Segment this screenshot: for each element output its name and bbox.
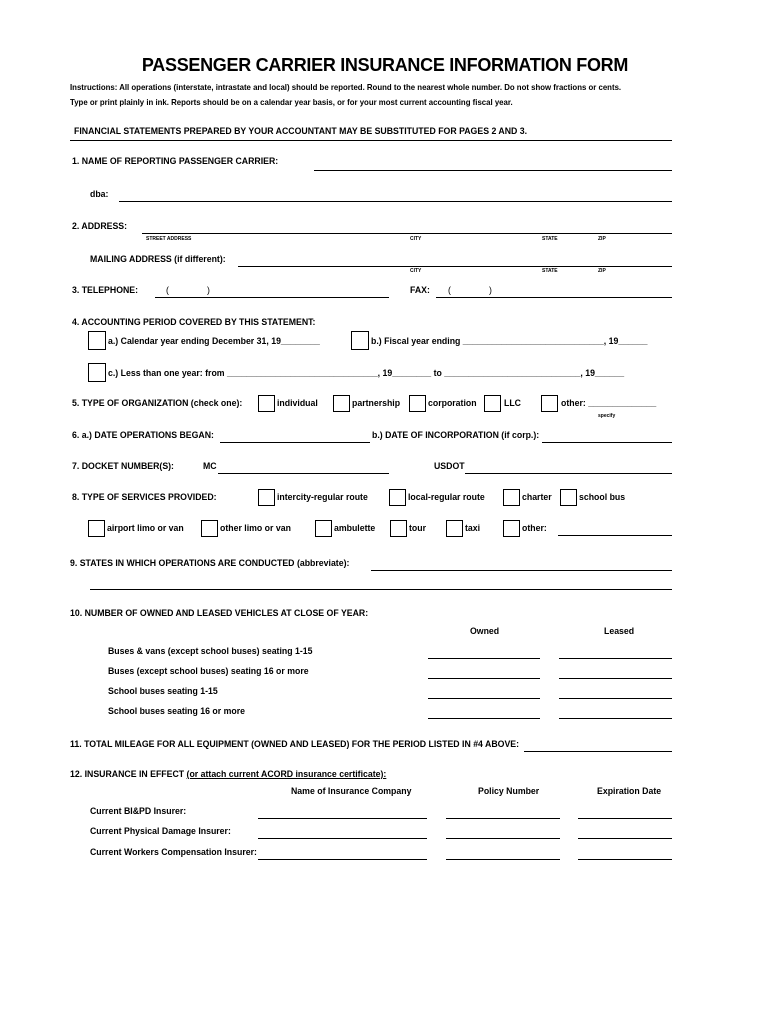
insurer-row-label: Current Workers Compensation Insurer: xyxy=(90,847,257,858)
partnership-option: partnership xyxy=(352,398,401,409)
owned-field[interactable] xyxy=(428,678,540,679)
state-caption: STATE xyxy=(542,236,558,242)
policy-number-field[interactable] xyxy=(446,859,560,860)
insurance-company-field[interactable] xyxy=(258,859,427,860)
other-organization-checkbox[interactable] xyxy=(541,395,558,412)
if-different-text: (if different): xyxy=(174,254,226,265)
specify-caption: specify xyxy=(598,413,616,419)
states-field[interactable] xyxy=(371,570,672,571)
fax-paren-close: ) xyxy=(489,285,492,296)
other-limo-checkbox[interactable] xyxy=(201,520,218,537)
q8-label: 8. TYPE OF SERVICES PROVIDED: xyxy=(72,492,217,503)
owned-field[interactable] xyxy=(428,658,540,659)
q12-label-text: 12. INSURANCE IN EFFECT xyxy=(70,769,185,780)
vehicle-row-label: School buses seating 16 or more xyxy=(108,706,245,717)
airport-limo-checkbox[interactable] xyxy=(88,520,105,537)
q9-abbreviate: (abbreviate): xyxy=(296,558,350,569)
usdot-field[interactable] xyxy=(465,473,672,474)
expiration-date-field[interactable] xyxy=(578,838,672,839)
zip-caption: ZIP xyxy=(598,236,606,242)
q3-label: 3. TELEPHONE: xyxy=(72,285,139,296)
q5-label: 5. TYPE OF ORGANIZATION (check one): xyxy=(72,398,243,409)
city-caption: CITY xyxy=(410,236,422,242)
leased-field[interactable] xyxy=(559,718,672,719)
less-than-year-option: c.) Less than one year: from _______________________________, 19________ to ____________________________, 19______ xyxy=(108,368,625,379)
states-field-continued[interactable] xyxy=(90,589,672,590)
q12-label xyxy=(70,769,386,781)
q9-label xyxy=(70,558,349,570)
tour-checkbox[interactable] xyxy=(390,520,407,537)
dba-label: dba: xyxy=(90,189,109,200)
tour-option: tour xyxy=(409,523,426,534)
charter-option: charter xyxy=(522,492,552,503)
instructions-line-2: Type or print plainly in ink. Reports should be on a calendar year basis, or for your most current accounting fiscal year. xyxy=(70,97,513,107)
mc-label: MC xyxy=(203,461,217,472)
phone-paren-close: ) xyxy=(207,285,210,296)
individual-checkbox[interactable] xyxy=(258,395,275,412)
leased-field[interactable] xyxy=(559,658,672,659)
policy-number-field[interactable] xyxy=(446,838,560,839)
page-title: PASSENGER CARRIER INSURANCE INFORMATION FORM xyxy=(141,55,629,75)
mc-field[interactable] xyxy=(218,473,389,474)
dba-field[interactable] xyxy=(119,201,672,202)
taxi-option: taxi xyxy=(465,523,481,534)
leased-field[interactable] xyxy=(559,678,672,679)
street-address-field[interactable] xyxy=(142,233,672,234)
school-bus-option: school bus xyxy=(579,492,626,503)
q9-label-text: 9. STATES IN WHICH OPERATIONS ARE CONDUCTED xyxy=(70,558,295,569)
other-organization-option: other: ______________ xyxy=(561,398,657,409)
insurer-row-label: Current Physical Damage Insurer: xyxy=(90,826,231,837)
q7-label: 7. DOCKET NUMBER(S): xyxy=(72,461,174,472)
telephone-field[interactable] xyxy=(155,297,389,298)
financial-note: FINANCIAL STATEMENTS PREPARED BY YOUR ACCOUNTANT MAY BE SUBSTITUTED FOR PAGES 2 AND 3. xyxy=(74,126,528,137)
airport-limo-option: airport limo or van xyxy=(107,523,184,534)
policy-number-header: Policy Number xyxy=(478,786,540,797)
charter-checkbox[interactable] xyxy=(503,489,520,506)
other-limo-option: other limo or van xyxy=(220,523,291,534)
date-incorporation-label: b.) DATE OF INCORPORATION (if corp.): xyxy=(372,430,540,441)
q1-label: 1. NAME OF REPORTING PASSENGER CARRIER: xyxy=(72,156,279,167)
calendar-year-option: a.) Calendar year ending December 31, 19________ xyxy=(108,336,320,347)
instructions-line-1: Instructions: All operations (interstate, intrastate and local) should be reported. Round to the nearest whole number. Do not show fractions or cents. xyxy=(70,82,622,92)
mailing-address-label xyxy=(90,254,226,266)
fiscal-year-checkbox[interactable] xyxy=(351,331,369,350)
q2-label: 2. ADDRESS: xyxy=(72,221,128,232)
individual-option: individual xyxy=(277,398,318,409)
partnership-checkbox[interactable] xyxy=(333,395,350,412)
local-route-checkbox[interactable] xyxy=(389,489,406,506)
insurance-company-field[interactable] xyxy=(258,838,427,839)
mailing-address-text: MAILING ADDRESS xyxy=(90,254,172,265)
fax-label: FAX: xyxy=(410,285,430,296)
other-service-option: other: xyxy=(522,523,547,534)
q11-label: 11. TOTAL MILEAGE FOR ALL EQUIPMENT (OWNED AND LEASED) FOR THE PERIOD LISTED IN #4 ABOVE: xyxy=(70,739,520,750)
expiration-date-header: Expiration Date xyxy=(597,786,662,797)
phone-paren-open: ( xyxy=(166,285,169,296)
total-mileage-field[interactable] xyxy=(524,751,672,752)
ambulette-checkbox[interactable] xyxy=(315,520,332,537)
q4-label: 4. ACCOUNTING PERIOD COVERED BY THIS STATEMENT: xyxy=(72,317,316,328)
insurance-company-field[interactable] xyxy=(258,818,427,819)
corporation-option: corporation xyxy=(428,398,477,409)
taxi-checkbox[interactable] xyxy=(446,520,463,537)
policy-number-field[interactable] xyxy=(446,818,560,819)
corporation-checkbox[interactable] xyxy=(409,395,426,412)
q10-label: 10. NUMBER OF OWNED AND LEASED VEHICLES AT CLOSE OF YEAR: xyxy=(70,608,369,619)
intercity-option: intercity-regular route xyxy=(277,492,368,503)
insurance-company-header: Name of Insurance Company xyxy=(291,786,412,797)
carrier-name-field[interactable] xyxy=(314,170,672,171)
mailing-city-caption: CITY xyxy=(410,268,422,274)
less-than-year-checkbox[interactable] xyxy=(88,363,106,382)
vehicle-row-label: Buses & vans (except school buses) seating 1-15 xyxy=(108,646,313,657)
insurer-row-label: Current BI&PD Insurer: xyxy=(90,806,187,817)
usdot-label: USDOT xyxy=(434,461,465,472)
expiration-date-field[interactable] xyxy=(578,818,672,819)
q6-label: 6. a.) DATE OPERATIONS BEGAN: xyxy=(72,430,214,441)
vehicle-row-label: Buses (except school buses) seating 16 or more xyxy=(108,666,309,677)
mailing-state-caption: STATE xyxy=(542,268,558,274)
llc-checkbox[interactable] xyxy=(484,395,501,412)
owned-field[interactable] xyxy=(428,698,540,699)
mailing-zip-caption: ZIP xyxy=(598,268,606,274)
other-service-field[interactable] xyxy=(558,535,672,536)
fax-field[interactable] xyxy=(436,297,672,298)
mailing-address-field[interactable] xyxy=(238,266,672,267)
other-service-checkbox[interactable] xyxy=(503,520,520,537)
school-bus-checkbox[interactable] xyxy=(560,489,577,506)
llc-option: LLC xyxy=(504,398,521,409)
expiration-date-field[interactable] xyxy=(578,859,672,860)
leased-field[interactable] xyxy=(559,698,672,699)
owned-header: Owned xyxy=(470,626,500,637)
fiscal-year-option: b.) Fiscal year ending _____________________________, 19______ xyxy=(371,336,648,347)
leased-header: Leased xyxy=(604,626,635,637)
intercity-checkbox[interactable] xyxy=(258,489,275,506)
street-address-caption: STREET ADDRESS xyxy=(146,236,192,242)
vehicle-row-label: School buses seating 1-15 xyxy=(108,686,218,697)
local-route-option: local-regular route xyxy=(408,492,485,503)
owned-field[interactable] xyxy=(428,718,540,719)
fax-paren-open: ( xyxy=(448,285,451,296)
date-operations-field[interactable] xyxy=(220,442,370,443)
calendar-year-checkbox[interactable] xyxy=(88,331,106,350)
divider xyxy=(70,140,672,141)
q12-attach-note: (or attach current ACORD insurance certificate): xyxy=(186,769,387,780)
ambulette-option: ambulette xyxy=(334,523,376,534)
date-incorporation-field[interactable] xyxy=(542,442,672,443)
